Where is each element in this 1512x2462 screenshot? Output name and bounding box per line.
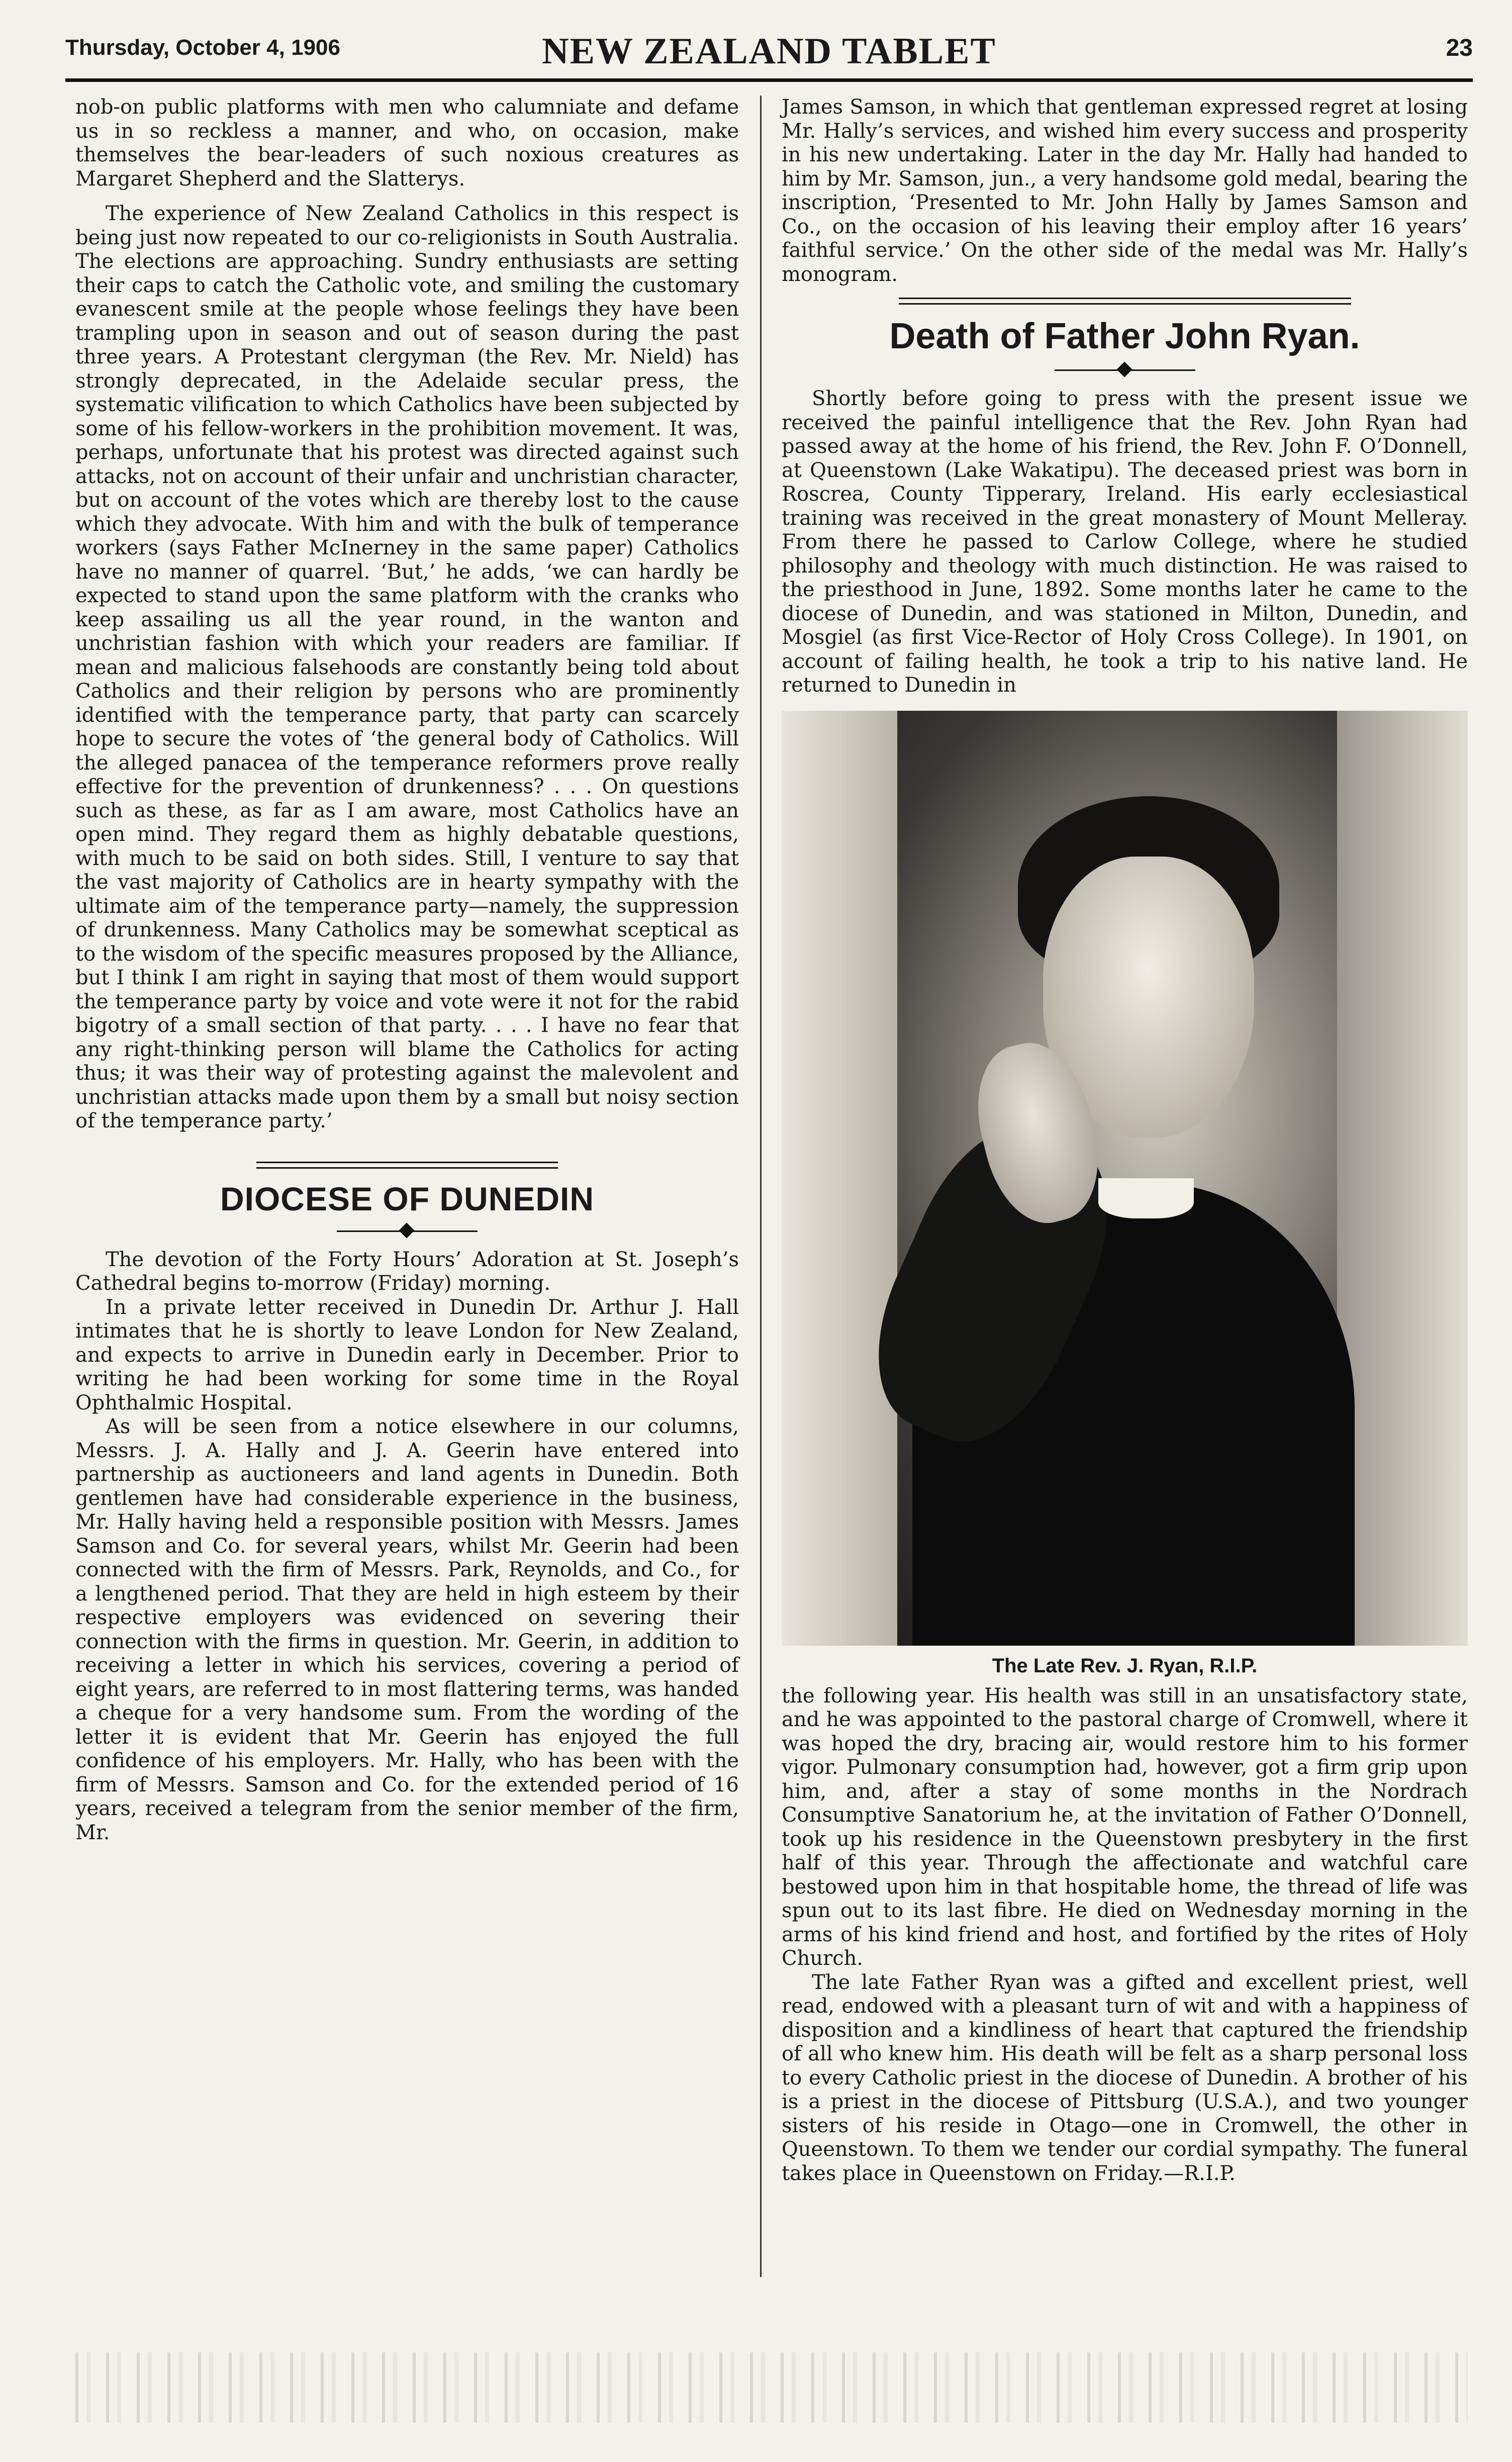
article-paragraph: In a private letter received in Dunedin Dr. Arthur J. Hall intimates that he is shortly to leave London for New Zealand, and expects to arrive in Dunedin early in December. Prior to writing he had been working for some time in the Royal Ophthalmic Hospital.: [75, 1295, 739, 1414]
diamond-rule-ornament: [1055, 364, 1195, 376]
heading-rule: [256, 1162, 558, 1169]
print-bleed-through: [75, 2352, 1468, 2423]
publication-title: NEW ZEALAND TABLET: [542, 31, 996, 72]
obituary-section-header: [782, 298, 1468, 376]
page-number: 23: [1446, 35, 1473, 61]
portrait-photo: [782, 711, 1468, 1646]
issue-date: Thursday, October 4, 1906: [65, 35, 340, 60]
left-column: [75, 96, 739, 1845]
article-paragraph: nob-on public platforms with men who calumniate and defame us in so reckless a manner, and who, on occasion, make themselves the bear-leaders of such noxious creatures as Margaret Shepherd and the Slatterys.: [75, 96, 739, 191]
diamond-rule-ornament: [337, 1225, 478, 1237]
dunedin-heading: DIOCESE OF DUNEDIN: [220, 1180, 595, 1217]
heading-rule: [899, 298, 1351, 305]
photo-caption: The Late Rev. J. Ryan, R.I.P.: [992, 1654, 1258, 1677]
article-paragraph: As will be seen from a notice elsewhere in our columns, Messrs. J. A. Hally and J. A. Geerin have entered into partnership as auctioneers and land agents in Dunedin. Both gentlemen have had considerable experience in the business, Mr. Hally having held a responsible position with Messrs. James Samson and Co. for several years, whilst Mr. Geerin had been connected with the firm of Messrs. Park, Reynolds, and Co., for a lengthened period. That they are held in high esteem by their respective employers was evidenced on severing their connection with the firms in question. Mr. Geerin, in addition to receiving a letter in which his services, covering a period of eight years, are referred to in most flattering terms, was handed a cheque for a very handsome sum. From the wording of the letter it is evident that Mr. Geerin has enjoyed the full confidence of his employers. Mr. Hally, who has been with the firm of Messrs. Samson and Co. for the extended period of 16 years, received a telegram from the senior member of the firm, Mr.: [75, 1415, 739, 1844]
article-paragraph: Shortly before going to press with the present issue we received the painful intelligence that the Rev. John Ryan had passed away at the home of his friend, the Rev. John F. O’Donnell, at Queenstown (Lake Wakatipu). The deceased priest was born in Roscrea, County Tipperary, Ireland. His early ecclesiastical training was received in the great monastery of Mount Melleray. From there he passed to Carlow College, where he studied philosophy and theology with much distinction. He was raised to the priesthood in June, 1892. Some months later he came to the diocese of Dunedin, and was stationed in Milton, Dunedin, and Mosgiel (as first Vice-Rector of Holy Cross College). In 1901, on account of failing health, he took a trip to his native land. He returned to Dunedin in: [782, 387, 1468, 697]
article-paragraph: The devotion of the Forty Hours’ Adoration at St. Joseph’s Cathedral begins to-morrow (Friday) morning.: [75, 1248, 739, 1295]
article-paragraph: the following year. His health was still in an unsatisfactory state, and he was appointed to the pastoral charge of Cromwell, where it was hoped the dry, bracing air, would restore him to his former vigor. Pulmonary consumption had, however, got a firm grip upon him, and, after a stay of some months in the Nordrach Consumptive Sanatorium he, at the invitation of Father O’Donnell, took up his residence in the Queenstown presbytery in the first half of this year. Through the affectionate and watchful care bestowed upon him in that hospitable home, the thread of life was spun out to its last fibre. He died on Wednesday morning in the arms of his kind friend and host, and fortified by the rites of Holy Church.: [782, 1684, 1468, 1970]
article-paragraph: The experience of New Zealand Catholics in this respect is being just now repeated to our co-religionists in South Australia. The elections are approaching. Sundry enthusiasts are setting their caps to catch the Catholic vote, and smiling the customary evanescent smile at the people whose feelings they have been trampling upon in season and out of season during the past three years. A Protestant clergyman (the Rev. Mr. Nield) has strongly deprecated, in the Adelaide secular press, the systematic vilification to which Catholics have been subjected by some of his fellow-workers in the prohibition movement. It was, perhaps, unfortunate that his protest was directed against such attacks, not on account of their unfair and unchristian character, but on account of the votes which are thereby lost to the cause which they advocate. With him and with the bulk of temperance workers (says Father McInerney in the same paper) Catholics have no manner of quarrel. ‘But,’ he adds, ‘we can hardly be expected to stand upon the same platform with the cranks who keep assailing us all the year round, in the wanton and unchristian fashion with which your readers are familiar. If mean and malicious falsehoods are constantly being told about Catholics and their religion by persons who are prominently identified with the temperance party, that party can scarcely hope to secure the votes of ‘the general body of Catholics. Will the alleged panacea of the temperance reformers prove really effective for the prevention of drunkenness? . . . On questions such as these, as far as I am aware, most Catholics have an open mind. They regard them as highly debatable questions, with much to be said on both sides. Still, I venture to say that the vast majority of Catholics are in hearty sympathy with the ultimate aim of the temperance party—namely, the suppression of drunkenness. Many Catholics may be somewhat sceptical as to the wisdom of the specific measures proposed by the Alliance, but I think I am right in saying that most of them would support the temperance party by voice and vote were it not for the rabid bigotry of a small section of that party. . . . I have no fear that any right-thinking person will blame the Catholics for acting thus; it was their way of protesting against the malevolent and unchristian attacks made upon them by a small but noisy section of the temperance party.’: [75, 202, 739, 1132]
masthead: [65, 30, 1473, 82]
right-column: [782, 96, 1468, 2186]
obituary-heading: Death of Father John Ryan.: [889, 316, 1360, 356]
dunedin-section-header: [75, 1162, 739, 1237]
column-divider: [760, 96, 762, 2277]
article-paragraph: The late Father Ryan was a gifted and excellent priest, well read, endowed with a pleasant turn of wit and with a happiness of disposition and a kindliness of heart that captured the friendship of all who knew him. His death will be felt as a sharp personal loss to every Catholic priest in the diocese of Dunedin. A brother of his is a priest in the diocese of Pittsburg (U.S.A.), and two younger sisters of his reside in Otago—one in Cromwell, the other in Queenstown. To them we tender our cordial sympathy. The funeral takes place in Queenstown on Friday.—R.I.P.: [782, 1970, 1468, 2185]
article-paragraph: James Samson, in which that gentleman expressed regret at losing Mr. Hally’s services, and wished him every success and prosperity in his new undertaking. Later in the day Mr. Hally had handed to him by Mr. Samson, jun., a very handsome gold medal, bearing the inscription, ‘Presented to Mr. John Hally by James Samson and Co., on the occasion of his leaving their employ after 16 years’ faithful service.’ On the other side of the medal was Mr. Hally’s monogram.: [782, 96, 1468, 286]
